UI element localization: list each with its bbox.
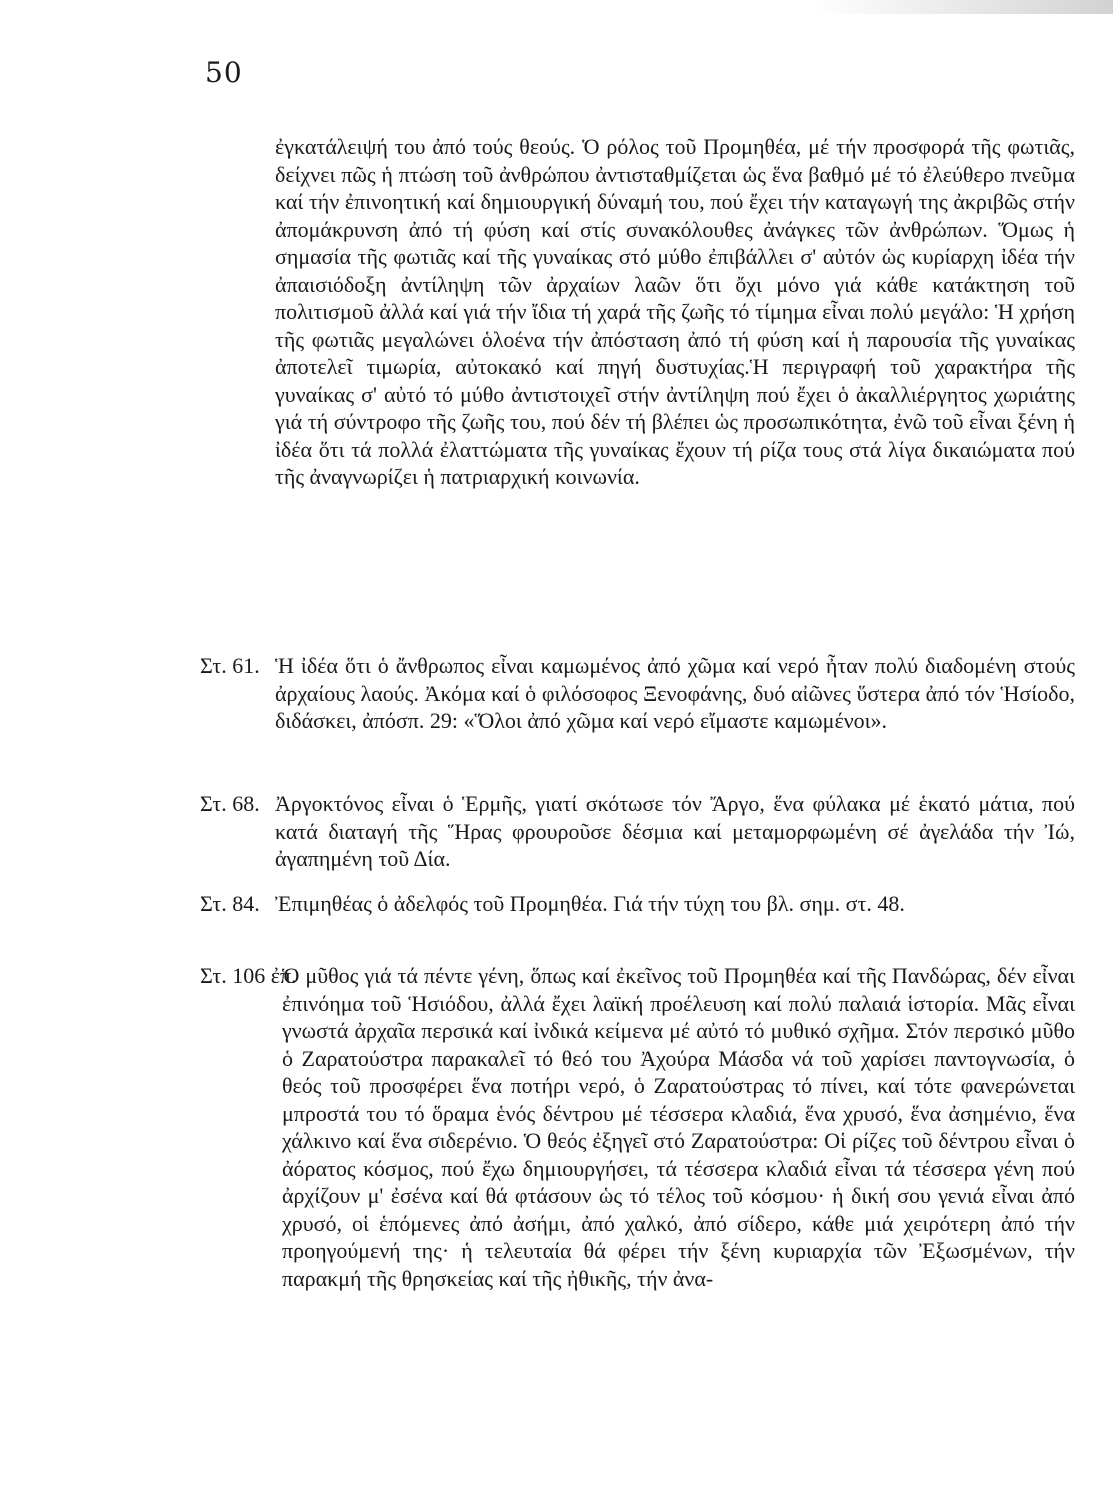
note-line-61 [200, 652, 1075, 735]
note-line-84 [200, 890, 1075, 918]
scan-edge-shadow [813, 0, 1113, 14]
note-line-106 [200, 962, 1075, 1292]
note-text: Ἡ ἰδέα ὅτι ὁ ἄνθρωπος εἶναι καμωμένος ἀπό χῶμα καί νερό ἦταν πολύ διαδομένη στούς ἀρχαίους λαούς. Ἀκόμα καί ὁ φιλόσοφος Ξενοφάνης, δυό αἰῶνες ὕστερα ἀπό τόν Ἡσίοδο, διδάσκει, ἀπόσπ. 29: «Ὅλοι ἀπό χῶμα καί νερό εἴμαστε καμωμένοι». [275, 653, 1075, 733]
note-text: Ἀργοκτόνος εἶναι ὁ Ἑρμῆς, γιατί σκότωσε τόν Ἄργο, ἕνα φύλακα μέ ἑκατό μάτια, πού κατά διαταγή τῆς Ἥρας φρουροῦσε δέσμια καί μεταμορφωμένη σέ ἀγελάδα τήν Ἰώ, ἀγαπημένη τοῦ Δία. [275, 791, 1075, 871]
note-label: Στ. 68. [200, 791, 260, 816]
note-line-68 [200, 790, 1075, 873]
page-number: 50 [205, 56, 243, 89]
note-label: Στ. 61. [200, 653, 260, 678]
main-paragraph: ἐγκατάλειψή του ἀπό τούς θεούς. Ὁ ρόλος τοῦ Προμηθέα, μέ τήν προσφορά τῆς φωτιᾶς, δείχνει πῶς ἡ πτώση τοῦ ἀνθρώπου ἀντισταθμίζεται ὡς ἕνα βαθμό μέ τό ἐλεύθερο πνεῦμα καί τήν ἐπινοητική καί δημιουργική δύναμή του, πού ἔχει τήν καταγωγή της ἀκριβῶς στήν ἀπομάκρυνση ἀπό τή φύση καί στίς συνακόλουθες ἀνάγκες τῶν ἀνθρώπων. Ὅμως ἡ σημασία τῆς φωτιᾶς καί τῆς γυναίκας στό μύθο ἐπιβάλλει σ' αὐτόν ὡς κυρίαρχη ἰδέα τήν ἀπαισιόδοξη ἀντίληψη τῶν ἀρχαίων λαῶν ὅτι ὄχι μόνο γιά κάθε κατάκτηση τοῦ πολιτισμοῦ ἀλλά καί γιά τήν ἴδια τή χαρά τῆς ζωῆς τό τίμημα εἶναι πολύ μεγάλο: Ἡ χρήση τῆς φωτιᾶς μεγαλώνει ὁλοένα τήν ἀπόσταση ἀπό τή φύση καί ἡ παρουσία τῆς γυναίκας ἀποτελεῖ τιμωρία, αὐτοκακό καί πηγή δυστυχίας.Ἡ περιγραφή τοῦ χαρακτήρα τῆς γυναίκας σ' αὐτό τό μύθο ἀντιστοιχεῖ στήν ἀντίληψη πού ἔχει ὁ ἀκαλλιέργητος χωριάτης γιά τή σύντροφο τῆς ζωῆς του, πού δέν τή βλέπει ὡς προσωπικότητα, ἐνῶ τοῦ εἶναι ξένη ἡ ἰδέα ὅτι τά πολλά ἐλαττώματα τῆς γυναίκας ἔχουν τή ρίζα τους στά λίγα δικαιώματα πού τῆς ἀναγνωρίζει ἡ πατριαρχική κοινωνία. [275, 134, 1075, 489]
note-text: Ὁ μῦθος γιά τά πέντε γένη, ὅπως καί ἐκεῖνος τοῦ Προμηθέα καί τῆς Πανδώρας, δέν εἶναι ἐπινόημα τοῦ Ἡσιόδου, ἀλλά ἔχει λαϊκή προέλευση καί πολύ παλαιά ἱστορία. Μᾶς εἶναι γνωστά ἀρχαῖα περσικά καί ἰνδικά κείμενα μέ αὐτό τό μυθικό σχῆμα. Στόν περσικό μῦθο ὁ Ζαρατούστρα παρακαλεῖ τό θεό του Ἀχούρα Μάσδα νά τοῦ χαρίσει παντογνωσία, ὁ θεός τοῦ προσφέρει ἕνα ποτήρι νερό, ὁ Ζαρατούστρας τό πίνει, καί τότε φανερώνεται μπροστά του τό ὅραμα ἑνός δέντρου μέ τέσσερα κλαδιά, ἕνα χρυσό, ἕνα ἀσημένιο, ἕνα χάλκινο καί ἕνα σιδερένιο. Ὁ θεός ἐξηγεῖ στό Ζαρατούστρα: Οἱ ρίζες τοῦ δέντρου εἶναι ὁ ἀόρατος κόσμος, πού ἔχω δημιουργήσει, τά τέσσερα κλαδιά εἶναι τά τέσσερα γένη πού ἀρχίζουν μ' ἐσένα καί θά φτάσουν ὡς τό τέλος τοῦ κόσμου· ἡ δική σου γενιά εἶναι ἀπό χρυσό, οἱ ἑπόμενες ἀπό ἀσήμι, ἀπό χαλκό, ἀπό σίδερο, κάθε μιά χειρότερη ἀπό τήν προηγούμενή της· ἡ τελευταία θά φέρει τήν ξένη κυριαρχία τῶν Ἐξωσμένων, τήν παρακμή τῆς θρησκείας καί τῆς ἠθικῆς, τήν ἀνα- [282, 963, 1075, 1291]
note-label: Στ. 106 ἐπ. [200, 963, 297, 988]
note-label: Στ. 84. [200, 891, 260, 916]
note-text: Ἐπιμηθέας ὁ ἀδελφός τοῦ Προμηθέα. Γιά τήν τύχη του βλ. σημ. στ. 48. [275, 891, 905, 916]
